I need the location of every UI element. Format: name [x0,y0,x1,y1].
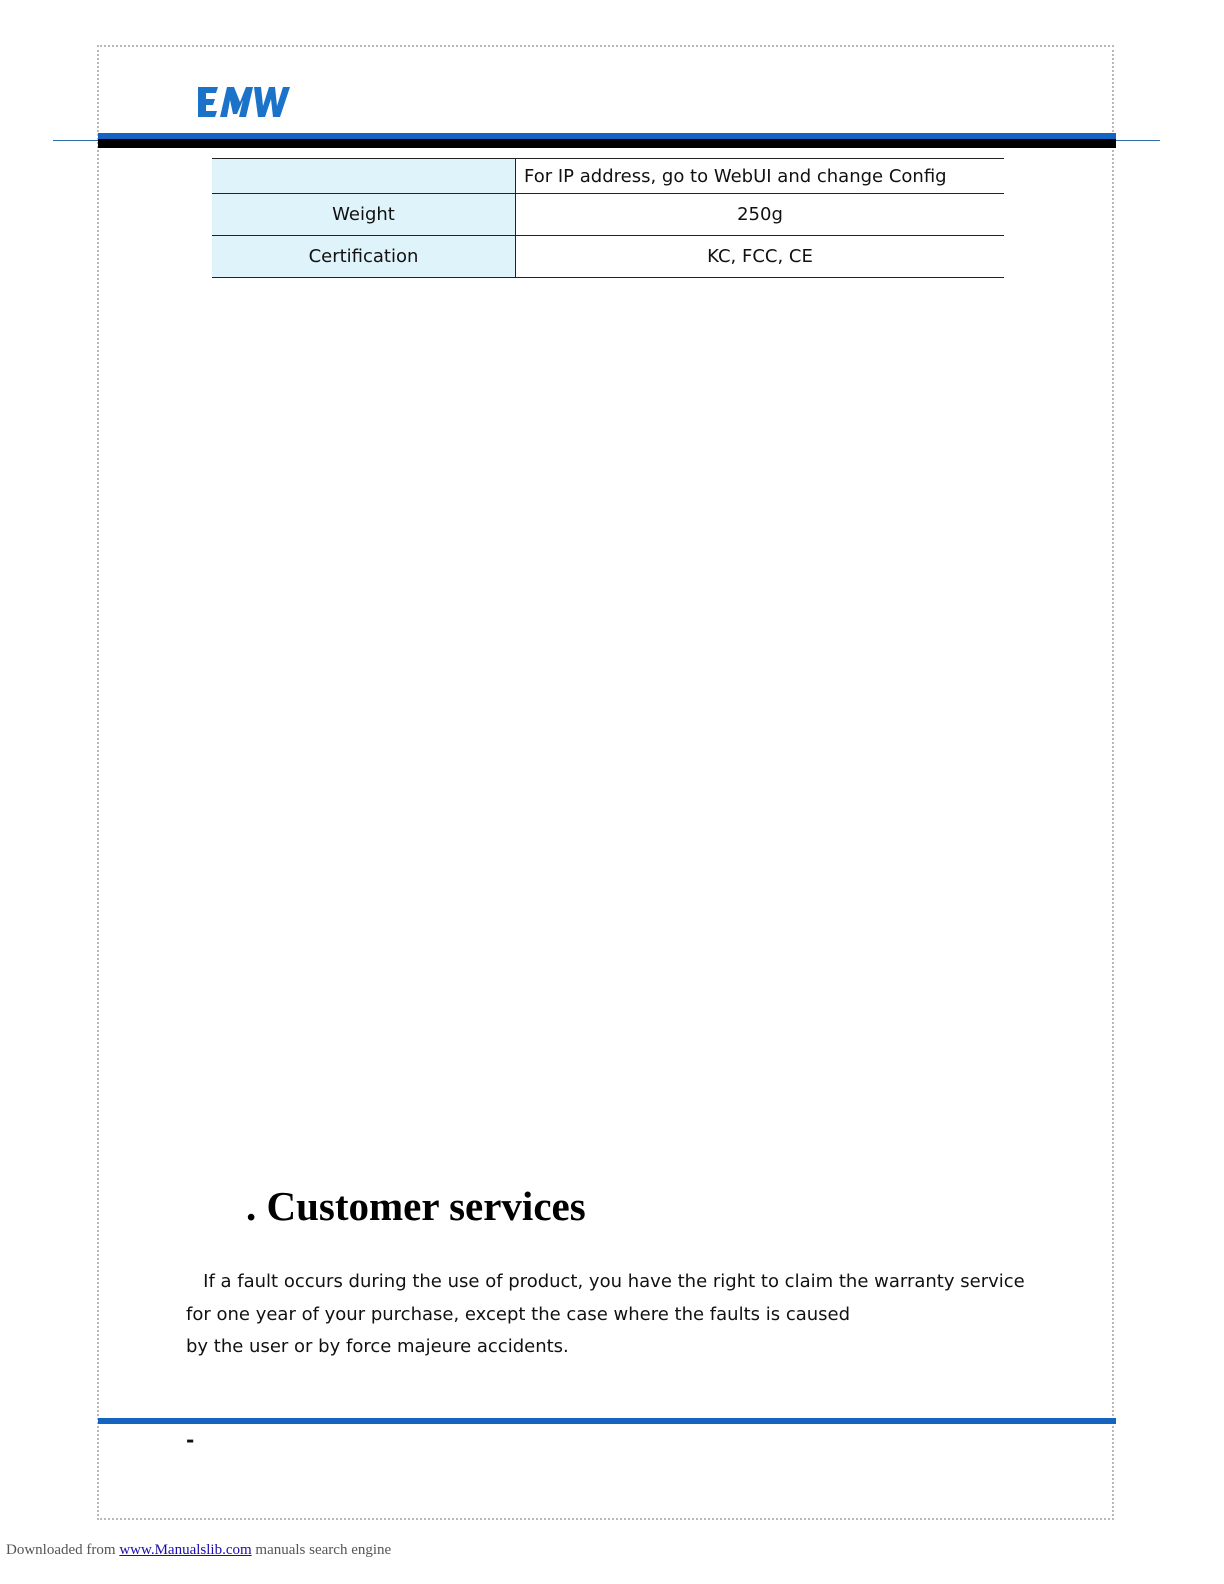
header-rule-left [53,140,99,141]
page-number: - [186,1428,195,1452]
table-row [212,159,1004,194]
spec-label-cell: Certification [212,236,516,278]
download-suffix: manuals search engine [251,1542,392,1558]
paragraph-line: If a fault occurs during the use of product, you have the right to claim the warranty service [186,1271,1025,1292]
spec-label-cell: Weight [212,194,516,236]
table-row [212,236,1004,278]
paragraph-line: by the user or by force majeure accidents. [186,1336,569,1357]
header-rule-right [1115,140,1160,141]
spec-value-cell: KC, FCC, CE [516,236,1005,278]
table-row [212,194,1004,236]
spec-value-cell: 250g [516,194,1005,236]
footer-blue-bar [98,1418,1116,1424]
spec-value-cell: For IP address, go to WebUI and change Config [516,159,1005,194]
header-black-bar [98,139,1116,148]
section-heading: . Customer services [246,1183,586,1229]
emw-logo [196,84,290,120]
paragraph-line: for one year of your purchase, except the case where the faults is caused [186,1303,851,1325]
spec-table [212,158,1004,278]
download-note [6,1542,391,1559]
spec-label-cell [212,159,516,194]
download-prefix: Downloaded from [6,1542,120,1558]
warranty-paragraph [186,1266,1046,1364]
manualslib-link[interactable]: www.Manualslib.com [119,1542,252,1558]
